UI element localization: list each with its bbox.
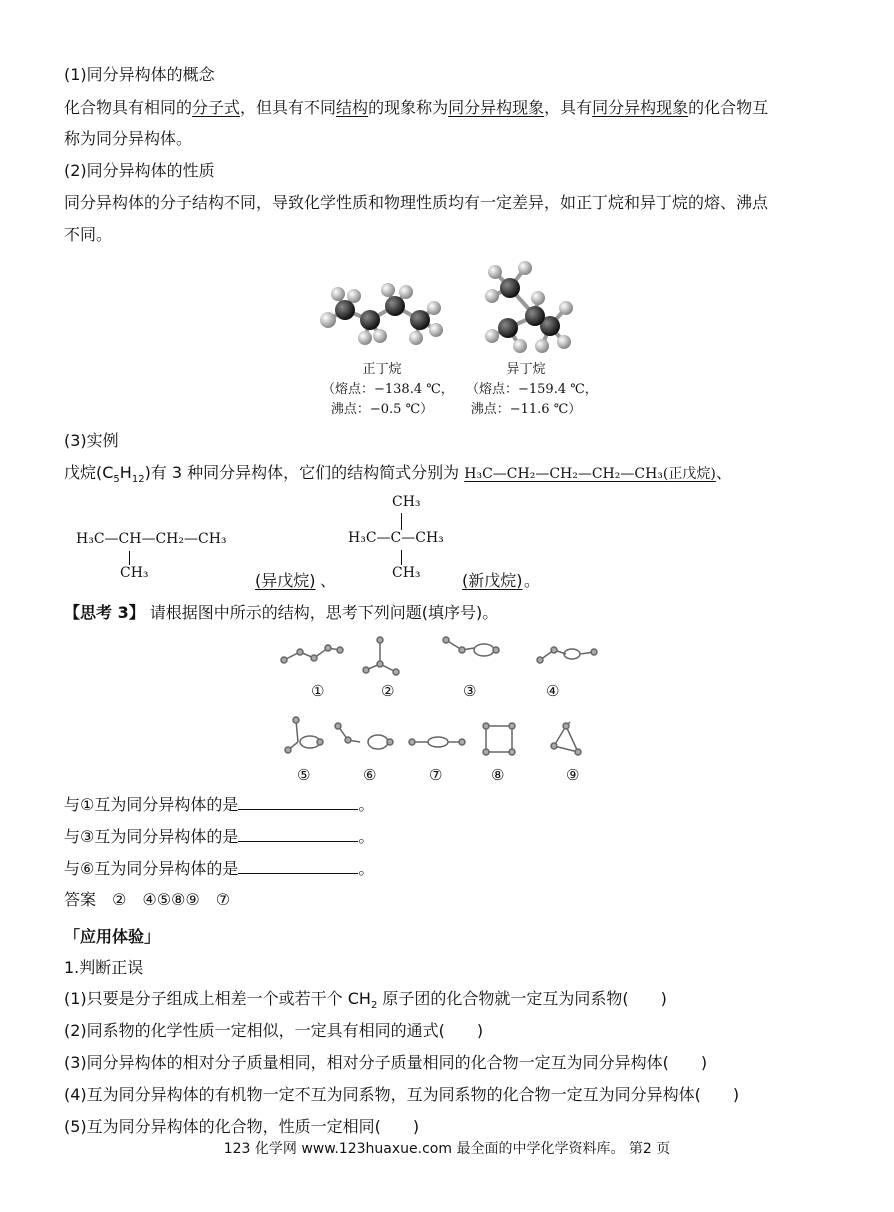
isopentane-bond <box>129 551 130 565</box>
judge-item-2: (2)同系物的化学性质一定相似，一定具有相同的通式( ) <box>64 1021 484 1040</box>
sec2-title: (2)同分异构体的性质 <box>64 161 215 180</box>
question-3: 与⑥互为同分异构体的是 。 <box>64 859 375 878</box>
label-5: ⑤ <box>297 766 311 784</box>
label-7: ⑦ <box>429 766 443 784</box>
structure-3 <box>443 637 499 656</box>
structure-9 <box>551 722 581 755</box>
apply-subheading: 1.判断正误 <box>64 958 144 977</box>
question-1: 与①互为同分异构体的是 。 <box>64 795 375 814</box>
butane-models-figure <box>310 258 600 358</box>
label-3: ③ <box>463 682 477 700</box>
answer-blank-2[interactable] <box>238 827 358 842</box>
structure-5 <box>285 717 323 753</box>
structure-1 <box>281 645 343 663</box>
structure-7 <box>409 737 465 747</box>
structure-4 <box>537 647 597 663</box>
answer-blank-1[interactable] <box>238 795 358 810</box>
judge-item-3: (3)同分异构体的相对分子质量相同，相对分子质量相同的化合物一定互为同分异构体( ) <box>64 1053 708 1072</box>
neopentane-label: (新戊烷) <box>462 571 523 590</box>
isobutane-model <box>485 261 573 353</box>
isopentane-sep: 、 <box>320 571 337 590</box>
answer-blank-3[interactable] <box>238 859 358 874</box>
structure-8 <box>483 723 515 755</box>
neopentane-bond-top <box>401 513 402 530</box>
sec2-line1: 同分异构体的分子结构不同，导致化学性质和物理性质均有一定差异，如正丁烷和异丁烷的熔、沸点 <box>64 193 769 212</box>
sec1-line2: 称为同分异构体。 <box>64 129 193 148</box>
judge-item-4: (4)互为同分异构体的有机物一定不互为同系物，互为同系物的化合物一定互为同分异构体( ) <box>64 1085 740 1104</box>
answer-line: 答案 ② ④⑤⑧⑨ ⑦ <box>64 890 231 909</box>
label-1: ① <box>311 682 325 700</box>
isopentane-branch: CH₃ <box>120 565 149 581</box>
isobutane-caption: 异丁烷 （熔点：−159.4 ℃， 沸点：−11.6 ℃） <box>466 362 598 417</box>
label-6: ⑥ <box>363 766 377 784</box>
neopentane-end: 。 <box>524 571 541 590</box>
structure-2 <box>363 637 399 675</box>
sec3-line1: 戊烷$(C_5H_{12})$有 3 种同分异构体，它们的结构简式分别为 H₃C—CH₂—CH₂—CH₂—CH₃(正戊烷)、 <box>64 463 732 486</box>
neopentane-main: H₃C—C—CH₃ <box>348 530 444 546</box>
neopentane-bottom: CH₃ <box>392 565 421 581</box>
question-2: 与③互为同分异构体的是 。 <box>64 827 375 846</box>
judge-item-1: (1)只要是分子组成上相差一个或若干个 $CH_2$ 原子团的化合物就一定互为同系物( ) <box>64 989 667 1012</box>
neopentane-bond-bottom <box>401 550 402 565</box>
neopentane-top: CH₃ <box>392 494 421 510</box>
isopentane-label: (异戊烷) <box>255 571 316 590</box>
label-8: ⑧ <box>491 766 505 784</box>
think-prompt: 【思考 3】 请根据图中所示的结构，思考下列问题(填序号)。 <box>64 603 499 622</box>
label-4: ④ <box>546 682 560 700</box>
n-butane-model <box>320 283 443 345</box>
apply-heading: 「应用体验」 <box>64 927 161 946</box>
n-butane-caption: 正丁烷 （熔点：−138.4 ℃， 沸点：−0.5 ℃） <box>322 362 454 417</box>
label-9: ⑨ <box>566 766 580 784</box>
judge-item-5: (5)互为同分异构体的化合物，性质一定相同( ) <box>64 1117 420 1136</box>
structure-6 <box>335 723 393 749</box>
sec1-title: (1)同分异构体的概念 <box>64 65 215 84</box>
label-2: ② <box>381 682 395 700</box>
sec3-title: (3)实例 <box>64 431 119 450</box>
sec1-line1: 化合物具有相同的分子式，但具有不同结构的现象称为同分异构现象，具有同分异构现象的化合物互 <box>64 98 769 117</box>
page-footer: 123 化学网 www.123huaxue.com 最全面的中学化学资料库。 第2 页 <box>223 1141 671 1157</box>
sec2-line2: 不同。 <box>64 225 113 244</box>
isopentane-main-chain: H₃C—CH—CH₂—CH₃ <box>76 531 227 547</box>
